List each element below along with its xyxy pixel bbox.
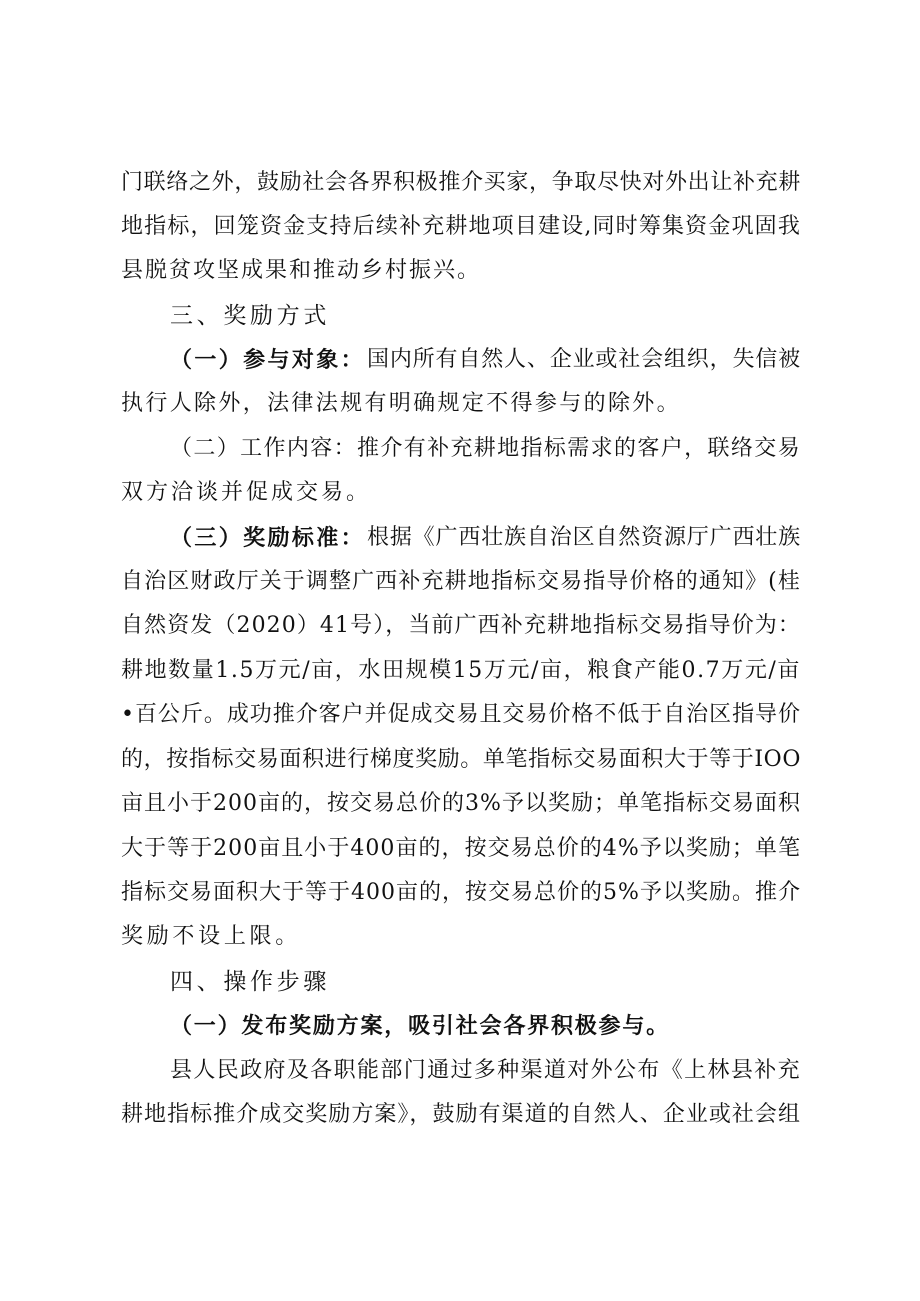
section-heading-reward-method: [0, 296, 920, 336]
text-segment: 的，按指标交易面积进行梯度奖励。单笔指标交易面积大于等于IOO: [121, 747, 801, 772]
text-segment: 亩且小于200亩的，按交易总价的3%予以奖励；单笔指标交易面积: [121, 791, 801, 816]
body-text-line: [0, 1006, 920, 1046]
body-text-line: [0, 829, 920, 869]
heading-text: 四、操作步骤: [170, 969, 330, 995]
text-segment: 自治区财政厅关于调整广西补充耕地指标交易指导价格的通知》(桂: [121, 569, 801, 594]
body-text-line: [0, 873, 920, 913]
body-text-line: [0, 473, 920, 513]
text-segment: （二）工作内容：推介有补充耕地指标需求的客户，联络交易: [170, 436, 801, 461]
subheading-publish-plan: （一）发布奖励方案，吸引社会各界积极参与。: [170, 1013, 670, 1039]
body-text-line: [0, 562, 920, 602]
text-segment: 国内所有自然人、企业或社会组织，失信被: [367, 347, 801, 372]
text-segment: 双方洽谈并促成交易。: [121, 480, 371, 505]
body-text-line: [0, 251, 920, 291]
body-text-line: [0, 695, 920, 735]
text-segment: 大于等于200亩且小于400亩的，按交易总价的4%予以奖励；单笔: [121, 836, 801, 861]
body-text-line: [0, 429, 920, 469]
body-text-line: [0, 1095, 920, 1135]
text-segment: 奖励不设上限。: [121, 924, 301, 949]
body-text-line: [0, 917, 920, 957]
body-text-line: [0, 651, 920, 691]
text-segment: 执行人除外，法律法规有明确规定不得参与的除外。: [121, 391, 681, 416]
subheading-participants: （一）参与对象：: [170, 347, 365, 373]
body-text-line: [0, 740, 920, 780]
text-segment: •百公斤。成功推介客户并促成交易且交易价格不低于自治区指导价: [121, 702, 801, 727]
body-text-line: [0, 606, 920, 646]
body-text-line: [0, 384, 920, 424]
body-text-line: [0, 784, 920, 824]
text-segment: 地指标，回笼资金支持后续补充耕地项目建设,同时筹集资金巩固我: [121, 214, 801, 239]
body-text-line: [0, 340, 920, 380]
text-segment: 县人民政府及各职能部门通过多种渠道对外公布《上林县补充: [170, 1058, 801, 1083]
text-segment: 门联络之外，鼓励社会各界积极推介买家，争取尽快对外出让补充耕: [121, 170, 801, 195]
text-segment: 自然资发（2020）41号），当前广西补充耕地指标交易指导价为：: [121, 613, 801, 638]
text-segment: 指标交易面积大于等于400亩的，按交易总价的5%予以奖励。推介: [121, 880, 801, 905]
body-text-line: [0, 163, 920, 203]
text-segment: 县脱贫攻坚成果和推动乡村振兴。: [121, 258, 481, 283]
text-segment: 耕地指标推介成交奖励方案》，鼓励有渠道的自然人、企业或社会组: [121, 1102, 801, 1127]
body-text-line: [0, 1051, 920, 1091]
text-segment: 耕地数量1.5万元/亩，水田规模15万元/亩，粮食产能0.7万元/亩: [121, 658, 801, 683]
body-text-line: [0, 207, 920, 247]
text-segment: 根据《广西壮族自治区自然资源厅广西壮族: [367, 525, 801, 550]
heading-text: 三、奖励方式: [170, 303, 330, 329]
section-heading-operation-steps: [0, 962, 920, 1002]
body-text-line: [0, 518, 920, 558]
subheading-reward-standard: （三）奖励标准：: [170, 525, 365, 551]
